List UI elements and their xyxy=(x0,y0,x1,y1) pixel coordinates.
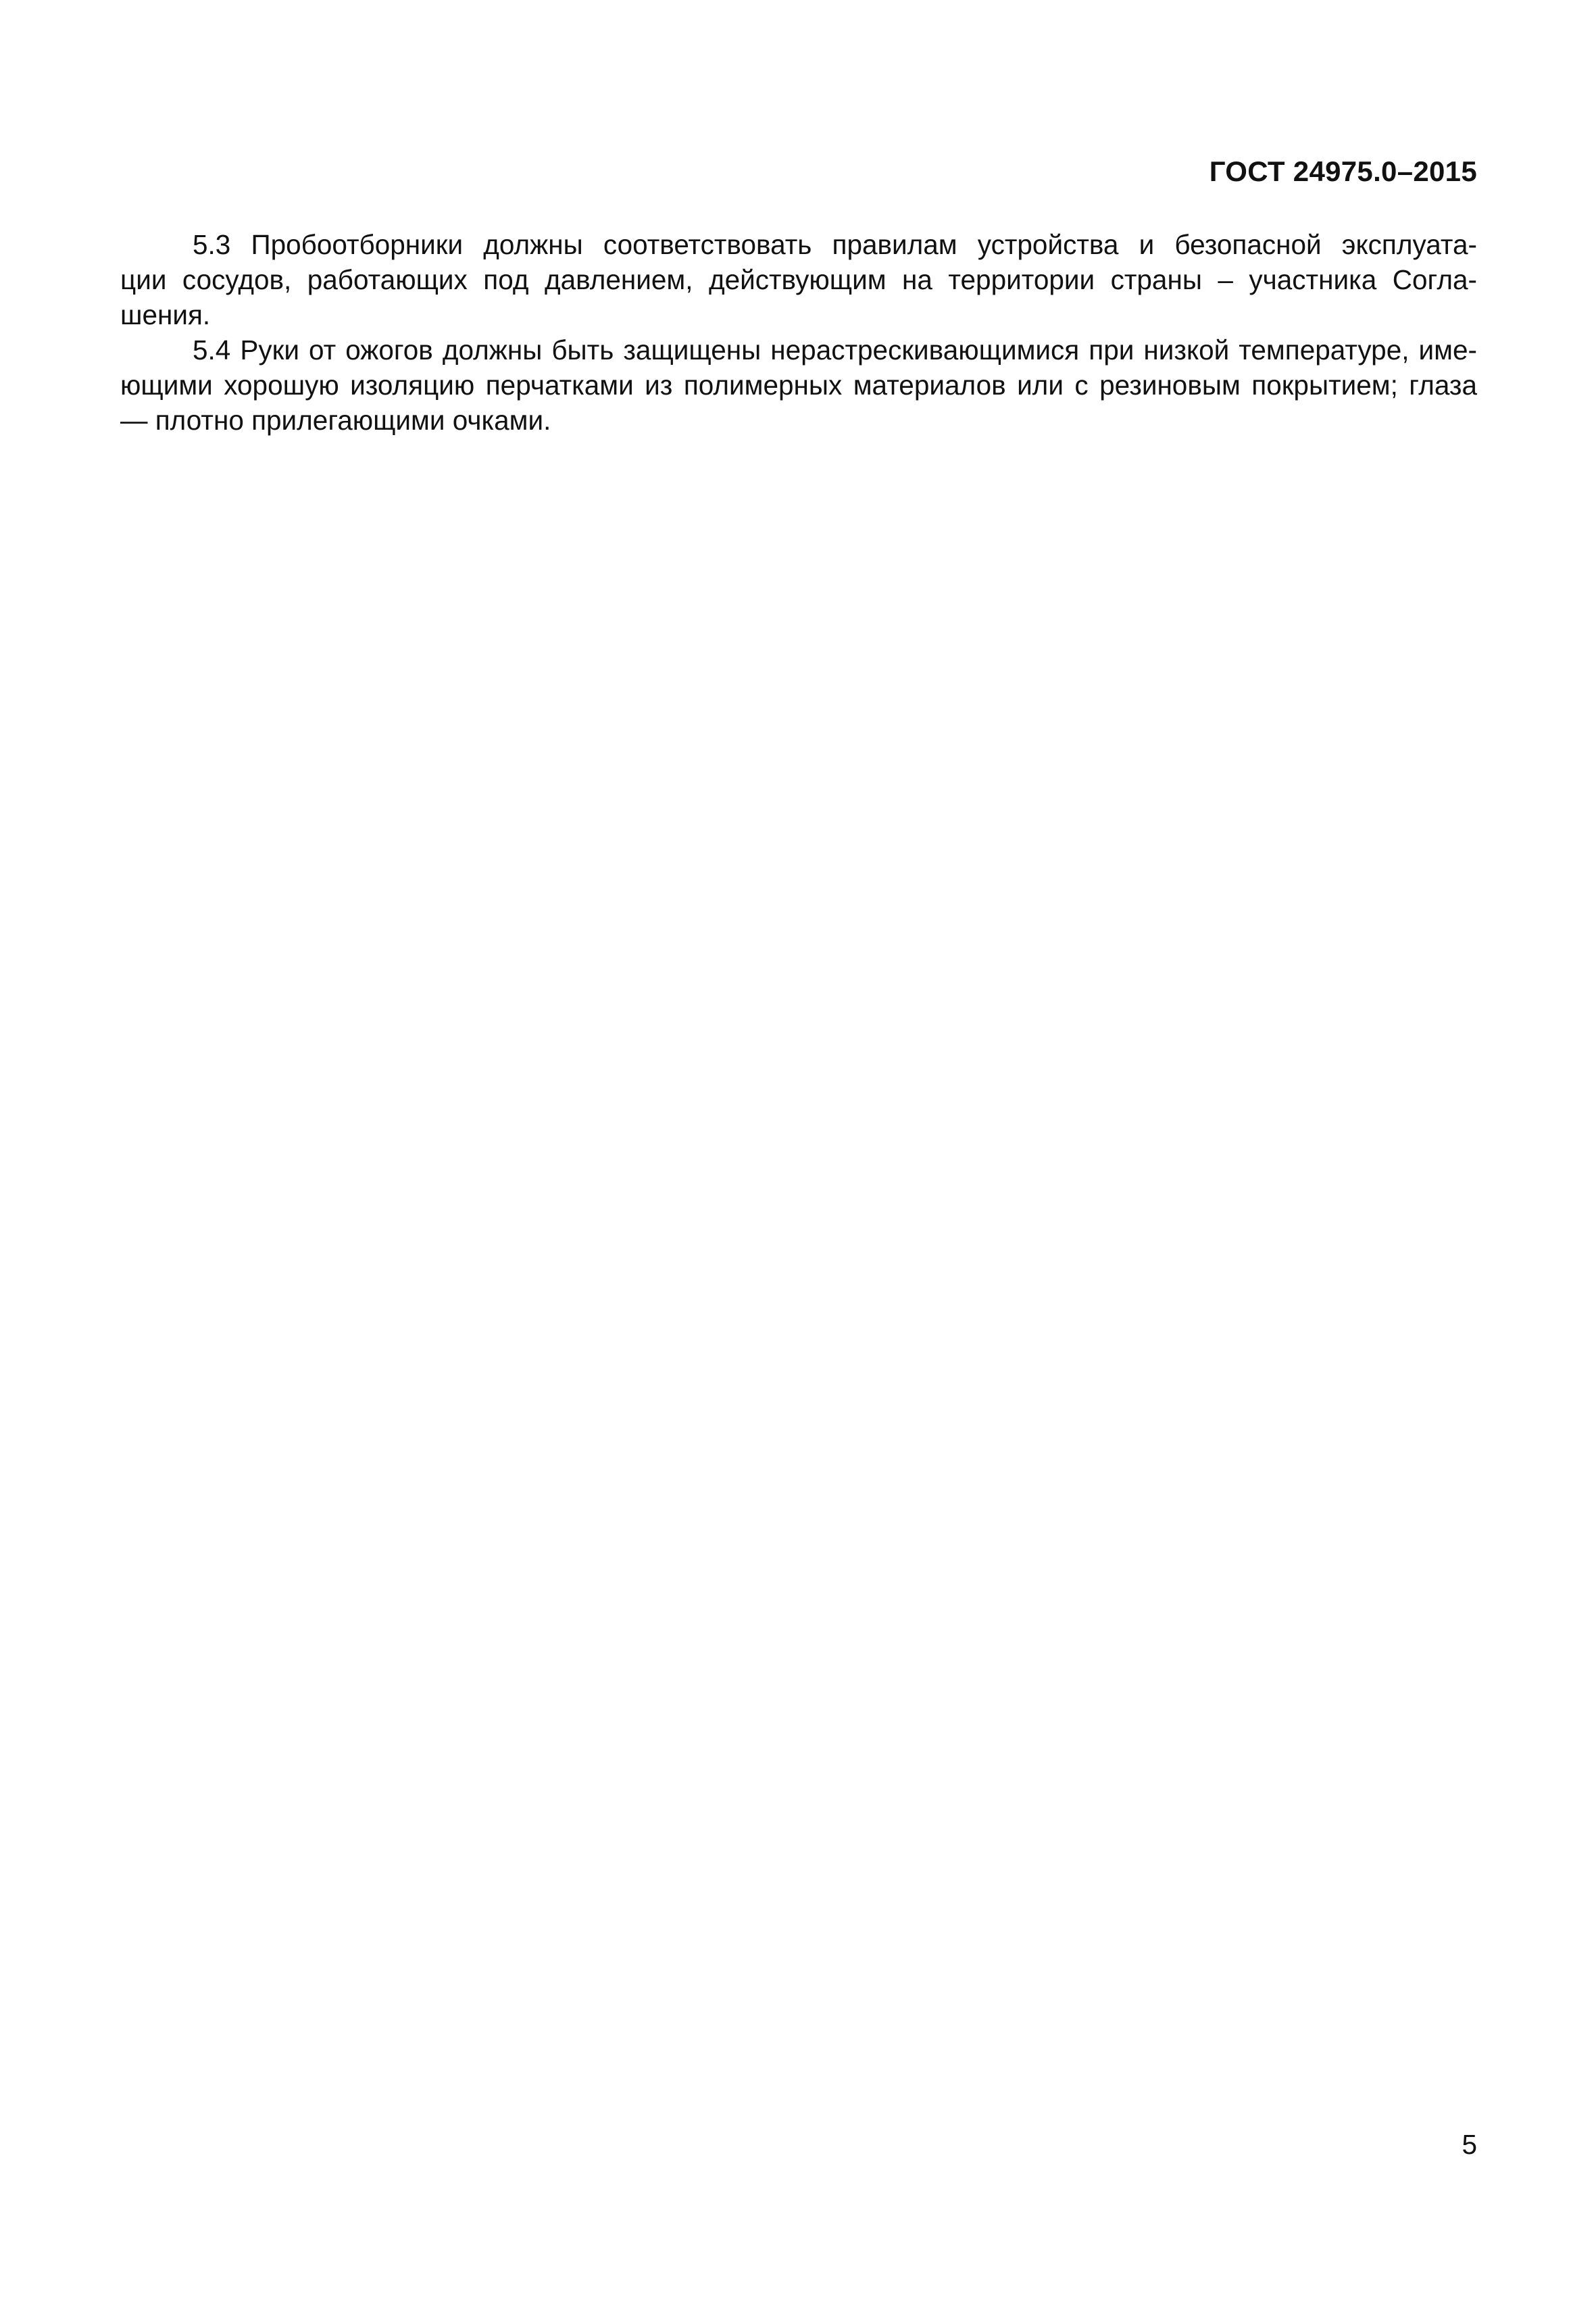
standard-code-header: ГОСТ 24975.0–2015 xyxy=(1209,155,1477,187)
paragraph-5-3 xyxy=(120,227,1477,332)
paragraph-line: 5.4 Руки от ожогов должны быть защищены нерастрескивающимися при низкой температуре, име- xyxy=(193,334,1477,366)
paragraph-line: ющими хорошую изоляцию перчатками из полимерных материалов или с резиновым покрытием; глаза xyxy=(120,370,1477,401)
paragraph-line: ции сосудов, работающих под давлением, действующим на территории страны – участника Согла- xyxy=(120,264,1477,295)
page-number: 5 xyxy=(1462,2129,1477,2160)
paragraph-line: 5.3 Пробоотборники должны соответствовать правилам устройства и безопасной эксплуата- xyxy=(193,229,1477,260)
paragraph-5-4 xyxy=(120,332,1477,438)
paragraph-line: — плотно прилегающими очками. xyxy=(120,405,551,436)
paragraph-line: шения. xyxy=(120,299,211,330)
document-body xyxy=(120,227,1477,438)
